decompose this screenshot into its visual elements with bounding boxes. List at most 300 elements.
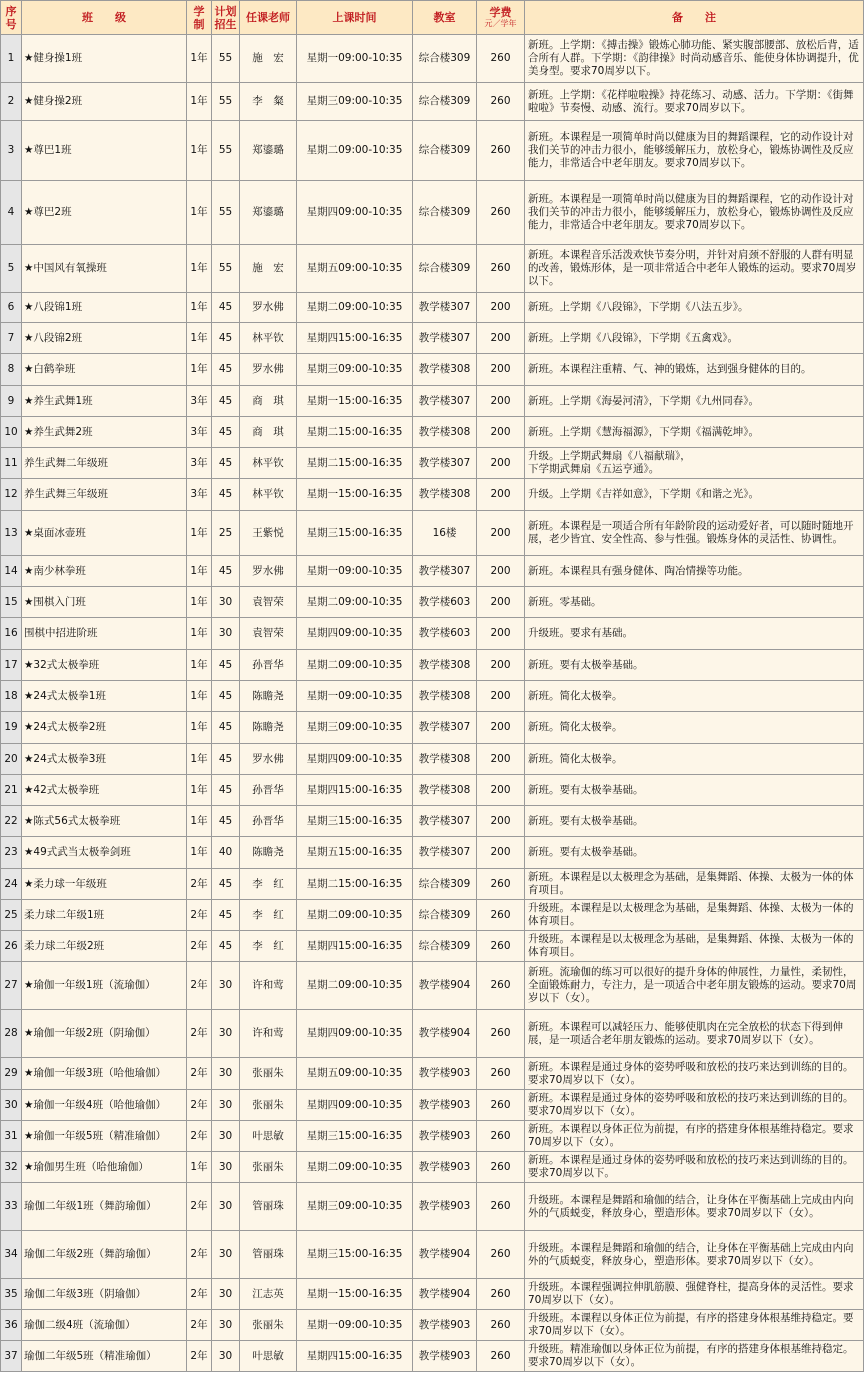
row-number: 34: [1, 1231, 22, 1279]
tuition-fee: 200: [477, 744, 525, 775]
teacher: 孙晋华: [240, 775, 297, 806]
remark: 新班。上学期：《花样啦啦操》持花练习、动感、活力。下学期：《街舞啦啦》节奏慢、动感、流行。要求70周岁以下。: [525, 83, 864, 121]
class-time: 星期四09:00-10:35: [297, 618, 413, 650]
class-name: ★瑜伽一年级1班（流瑜伽）: [22, 962, 187, 1010]
remark: 新班。上学期《慧海福源》，下学期《福满乾坤》。: [525, 417, 864, 448]
class-name: ★瑜伽一年级3班（哈他瑜伽）: [22, 1058, 187, 1090]
row-number: 3: [1, 121, 22, 181]
row-number: 25: [1, 900, 22, 931]
duration: 1年: [187, 618, 212, 650]
remark: 新班。本课程是通过身体的姿势呼吸和放松的技巧来达到训练的目的。要求70周岁以下（女）。: [525, 1058, 864, 1090]
class-time: 星期二15:00-16:35: [297, 869, 413, 900]
table-row: [1, 386, 864, 417]
tuition-fee: 200: [477, 511, 525, 556]
remark: 新班。要有太极拳基础。: [525, 650, 864, 681]
class-time: 星期二09:00-10:35: [297, 1152, 413, 1183]
classroom: 教学楼903: [413, 1183, 477, 1231]
header-fee-unit: 元／学年: [484, 19, 517, 28]
teacher: 江志英: [240, 1279, 297, 1310]
quota: 30: [212, 1058, 240, 1090]
teacher: 张丽朱: [240, 1058, 297, 1090]
row-number: 4: [1, 181, 22, 245]
remark: 升级班。本课程是以太极理念为基础，是集舞蹈、体操、太极为一体的体育项目。: [525, 931, 864, 962]
row-number: 19: [1, 712, 22, 744]
teacher: 许和莺: [240, 962, 297, 1010]
duration: 1年: [187, 837, 212, 869]
table-row: [1, 650, 864, 681]
row-number: 27: [1, 962, 22, 1010]
remark: 新班。本课程音乐活泼欢快节奏分明，并针对肩颈不舒服的人群有明显的改善，锻炼形体，是一项非常适合中老年人锻炼的运动。要求70周岁以下。: [525, 245, 864, 293]
table-row: [1, 837, 864, 869]
teacher: 孙晋华: [240, 650, 297, 681]
class-time: 星期二09:00-10:35: [297, 962, 413, 1010]
class-time: 星期三09:00-10:35: [297, 1183, 413, 1231]
class-name: ★瑜伽男生班（哈他瑜伽）: [22, 1152, 187, 1183]
duration: 1年: [187, 35, 212, 83]
table-row: [1, 417, 864, 448]
tuition-fee: 260: [477, 1121, 525, 1152]
class-time: 星期三15:00-16:35: [297, 806, 413, 837]
classroom: 教学楼903: [413, 1090, 477, 1121]
row-number: 1: [1, 35, 22, 83]
classroom: 教学楼903: [413, 1152, 477, 1183]
quota: 30: [212, 618, 240, 650]
teacher: 李 粲: [240, 83, 297, 121]
row-number: 20: [1, 744, 22, 775]
remark: 升级班。本课程是以太极理念为基础，是集舞蹈、体操、太极为一体的体育项目。: [525, 900, 864, 931]
quota: 55: [212, 245, 240, 293]
remark: 新班。本课程以身体正位为前提，有序的搭建身体根基维持稳定。要求70周岁以下（女）。: [525, 1121, 864, 1152]
table-row: [1, 556, 864, 587]
row-number: 18: [1, 681, 22, 712]
remark: 新班。本课程是通过身体的姿势呼吸和放松的技巧来达到训练的目的。要求70周岁以下（女）。: [525, 1090, 864, 1121]
class-name: ★桌面冰壶班: [22, 511, 187, 556]
duration: 2年: [187, 1231, 212, 1279]
table-row: [1, 1310, 864, 1341]
duration: 1年: [187, 511, 212, 556]
classroom: 教学楼307: [413, 386, 477, 417]
class-name: ★24式太极拳1班: [22, 681, 187, 712]
teacher: 张丽朱: [240, 1310, 297, 1341]
row-number: 16: [1, 618, 22, 650]
class-time: 星期五15:00-16:35: [297, 837, 413, 869]
class-time: 星期四09:00-10:35: [297, 1010, 413, 1058]
tuition-fee: 260: [477, 931, 525, 962]
class-name: ★八段锦2班: [22, 323, 187, 354]
remark: 新班。本课程是以太极理念为基础，是集舞蹈、体操、太极为一体的体育项目。: [525, 869, 864, 900]
classroom: 教学楼307: [413, 323, 477, 354]
class-name: ★42式太极拳班: [22, 775, 187, 806]
table-row: [1, 448, 864, 479]
class-name: ★八段锦1班: [22, 293, 187, 323]
remark: 新班。上学期《海晏河清》，下学期《九州同春》。: [525, 386, 864, 417]
duration: 3年: [187, 417, 212, 448]
tuition-fee: 260: [477, 1310, 525, 1341]
table-row: [1, 869, 864, 900]
class-time: 星期一15:00-16:35: [297, 386, 413, 417]
teacher: 李 红: [240, 869, 297, 900]
quota: 45: [212, 417, 240, 448]
tuition-fee: 260: [477, 1231, 525, 1279]
class-name: ★养生武舞2班: [22, 417, 187, 448]
tuition-fee: 200: [477, 681, 525, 712]
class-name: 瑜伽二年级3班（阴瑜伽）: [22, 1279, 187, 1310]
duration: 3年: [187, 386, 212, 417]
classroom: 教学楼308: [413, 775, 477, 806]
teacher: 罗水佛: [240, 744, 297, 775]
classroom: 教学楼307: [413, 293, 477, 323]
quota: 45: [212, 931, 240, 962]
teacher: 陈瞻尧: [240, 837, 297, 869]
duration: 1年: [187, 556, 212, 587]
remark: 新班。上学期《八段锦》，下学期《五禽戏》。: [525, 323, 864, 354]
tuition-fee: 260: [477, 1058, 525, 1090]
quota: 30: [212, 1183, 240, 1231]
teacher: 商 琪: [240, 417, 297, 448]
row-number: 32: [1, 1152, 22, 1183]
classroom: 教学楼307: [413, 712, 477, 744]
tuition-fee: 200: [477, 417, 525, 448]
quota: 45: [212, 744, 240, 775]
class-time: 星期四15:00-16:35: [297, 1341, 413, 1372]
duration: 1年: [187, 181, 212, 245]
row-number: 36: [1, 1310, 22, 1341]
row-number: 33: [1, 1183, 22, 1231]
teacher: 陈瞻尧: [240, 681, 297, 712]
class-name: 柔力球二年级1班: [22, 900, 187, 931]
class-time: 星期一15:00-16:35: [297, 1279, 413, 1310]
class-time: 星期二15:00-16:35: [297, 448, 413, 479]
classroom: 综合楼309: [413, 931, 477, 962]
row-number: 10: [1, 417, 22, 448]
duration: 1年: [187, 245, 212, 293]
teacher: 管丽珠: [240, 1183, 297, 1231]
teacher: 郑鎏璐: [240, 121, 297, 181]
duration: 1年: [187, 650, 212, 681]
class-time: 星期三09:00-10:35: [297, 712, 413, 744]
class-name: ★瑜伽一年级5班（精准瑜伽）: [22, 1121, 187, 1152]
teacher: 郑鎏璐: [240, 181, 297, 245]
tuition-fee: 260: [477, 1341, 525, 1372]
teacher: 罗水佛: [240, 556, 297, 587]
classroom: 教学楼903: [413, 1121, 477, 1152]
table-row: [1, 587, 864, 618]
row-number: 17: [1, 650, 22, 681]
tuition-fee: 260: [477, 869, 525, 900]
tuition-fee: 260: [477, 962, 525, 1010]
remark: 升级班。本课程以身体正位为前提，有序的搭建身体根基维持稳定。要求70周岁以下（女）。: [525, 1310, 864, 1341]
header-row: [1, 1, 864, 35]
tuition-fee: 260: [477, 1183, 525, 1231]
tuition-fee: 200: [477, 556, 525, 587]
class-time: 星期一15:00-16:35: [297, 479, 413, 511]
remark: 新班。本课程具有强身健体、陶冶情操等功能。: [525, 556, 864, 587]
class-name: 瑜伽二级4班（流瑜伽）: [22, 1310, 187, 1341]
classroom: 综合楼309: [413, 35, 477, 83]
table-row: [1, 83, 864, 121]
class-time: 星期三09:00-10:35: [297, 354, 413, 386]
table-row: [1, 35, 864, 83]
row-number: 21: [1, 775, 22, 806]
quota: 30: [212, 587, 240, 618]
class-time: 星期二09:00-10:35: [297, 293, 413, 323]
teacher: 孙晋华: [240, 806, 297, 837]
table-row: [1, 1231, 864, 1279]
row-number: 29: [1, 1058, 22, 1090]
table-row: [1, 931, 864, 962]
row-number: 6: [1, 293, 22, 323]
table-row: [1, 354, 864, 386]
teacher: 许和莺: [240, 1010, 297, 1058]
header-time: 上课时间: [297, 1, 413, 35]
classroom: 综合楼309: [413, 83, 477, 121]
class-name: ★24式太极拳2班: [22, 712, 187, 744]
quota: 30: [212, 1279, 240, 1310]
class-time: 星期四15:00-16:35: [297, 775, 413, 806]
class-name: ★白鹤拳班: [22, 354, 187, 386]
teacher: 罗水佛: [240, 354, 297, 386]
classroom: 教学楼603: [413, 618, 477, 650]
tuition-fee: 200: [477, 587, 525, 618]
teacher: 张丽朱: [240, 1090, 297, 1121]
tuition-fee: 260: [477, 35, 525, 83]
row-number: 37: [1, 1341, 22, 1372]
class-time: 星期一09:00-10:35: [297, 1310, 413, 1341]
teacher: 商 琪: [240, 386, 297, 417]
remark: 新班。要有太极拳基础。: [525, 775, 864, 806]
table-row: [1, 1279, 864, 1310]
row-number: 26: [1, 931, 22, 962]
class-name: 瑜伽二年级5班（精准瑜伽）: [22, 1341, 187, 1372]
table-body: [1, 35, 864, 1372]
class-time: 星期四09:00-10:35: [297, 744, 413, 775]
quota: 25: [212, 511, 240, 556]
teacher: 叶思敏: [240, 1121, 297, 1152]
quota: 55: [212, 121, 240, 181]
class-time: 星期五09:00-10:35: [297, 245, 413, 293]
remark: 新班。零基础。: [525, 587, 864, 618]
table-row: [1, 618, 864, 650]
tuition-fee: 260: [477, 1090, 525, 1121]
tuition-fee: 200: [477, 293, 525, 323]
remark: 升级班。本课程是舞蹈和瑜伽的结合，让身体在平衡基础上完成由内向外的气质蜕变，释放身心，塑造形体。要求70周岁以下（女）。: [525, 1231, 864, 1279]
quota: 45: [212, 323, 240, 354]
class-name: ★围棋入门班: [22, 587, 187, 618]
row-number: 23: [1, 837, 22, 869]
tuition-fee: 200: [477, 386, 525, 417]
remark: 升级班。本课程强调拉伸肌筋膜、强健脊柱，提高身体的灵活性。要求70周岁以下（女）。: [525, 1279, 864, 1310]
duration: 2年: [187, 962, 212, 1010]
class-name: ★24式太极拳3班: [22, 744, 187, 775]
row-number: 24: [1, 869, 22, 900]
remark: 新班。本课程是一项适合所有年龄阶段的运动爱好者，可以随时随地开展，老少皆宜、安全性高、参与性强。锻炼身体的灵活性、协调性。: [525, 511, 864, 556]
remark: 新班。上学期《八段锦》，下学期《八法五步》。: [525, 293, 864, 323]
class-name: ★中国风有氧操班: [22, 245, 187, 293]
class-time: 星期三15:00-16:35: [297, 1231, 413, 1279]
remark: 新班。简化太极拳。: [525, 712, 864, 744]
remark: 升级。上学期《吉祥如意》，下学期《和谐之光》。: [525, 479, 864, 511]
header-teacher: 任课老师: [240, 1, 297, 35]
table-row: [1, 900, 864, 931]
tuition-fee: 200: [477, 775, 525, 806]
classroom: 教学楼308: [413, 681, 477, 712]
quota: 45: [212, 556, 240, 587]
duration: 1年: [187, 744, 212, 775]
class-name: 瑜伽二年级1班（舞韵瑜伽）: [22, 1183, 187, 1231]
tuition-fee: 200: [477, 448, 525, 479]
quota: 40: [212, 837, 240, 869]
duration: 2年: [187, 1058, 212, 1090]
duration: 1年: [187, 1152, 212, 1183]
header-fee: [477, 1, 525, 35]
tuition-fee: 260: [477, 900, 525, 931]
quota: 45: [212, 806, 240, 837]
class-name: ★健身操1班: [22, 35, 187, 83]
remark: 新班。流瑜伽的练习可以很好的提升身体的伸展性，力量性，柔韧性，全面锻炼耐力，专注力，是一项适合中老年朋友锻炼的运动。要求70周岁以下（女）。: [525, 962, 864, 1010]
tuition-fee: 200: [477, 479, 525, 511]
class-name: ★养生武舞1班: [22, 386, 187, 417]
quota: 30: [212, 1090, 240, 1121]
class-time: 星期二15:00-16:35: [297, 417, 413, 448]
header-quota: 计划招生: [212, 1, 240, 35]
row-number: 35: [1, 1279, 22, 1310]
quota: 30: [212, 1010, 240, 1058]
row-number: 12: [1, 479, 22, 511]
classroom: 教学楼307: [413, 806, 477, 837]
row-number: 31: [1, 1121, 22, 1152]
teacher: 林平钦: [240, 448, 297, 479]
class-name: ★49式武当太极拳剑班: [22, 837, 187, 869]
duration: 1年: [187, 83, 212, 121]
duration: 1年: [187, 354, 212, 386]
remark: 升级班。精准瑜伽以身体正位为前提，有序的搭建身体根基维持稳定。要求70周岁以下（女）。: [525, 1341, 864, 1372]
tuition-fee: 260: [477, 1152, 525, 1183]
duration: 2年: [187, 1279, 212, 1310]
quota: 45: [212, 448, 240, 479]
classroom: 教学楼904: [413, 1279, 477, 1310]
duration: 3年: [187, 448, 212, 479]
table-row: [1, 479, 864, 511]
table-row: [1, 1341, 864, 1372]
class-time: 星期一09:00-10:35: [297, 556, 413, 587]
row-number: 8: [1, 354, 22, 386]
row-number: 13: [1, 511, 22, 556]
tuition-fee: 200: [477, 712, 525, 744]
remark: 升级。上学期武舞扇《八福献瑞》， 下学期武舞扇《五运亨通》。: [525, 448, 864, 479]
quota: 30: [212, 1121, 240, 1152]
classroom: 教学楼603: [413, 587, 477, 618]
table-row: [1, 1183, 864, 1231]
teacher: 陈瞻尧: [240, 712, 297, 744]
class-name: ★尊巴1班: [22, 121, 187, 181]
classroom: 综合楼309: [413, 121, 477, 181]
quota: 45: [212, 354, 240, 386]
quota: 55: [212, 181, 240, 245]
duration: 1年: [187, 775, 212, 806]
quota: 30: [212, 1310, 240, 1341]
class-name: ★32式太极拳班: [22, 650, 187, 681]
quota: 45: [212, 900, 240, 931]
header-remark: 备 注: [525, 1, 864, 35]
quota: 45: [212, 479, 240, 511]
tuition-fee: 260: [477, 181, 525, 245]
remark: 新班。要有太极拳基础。: [525, 837, 864, 869]
class-name: 瑜伽二年级2班（舞韵瑜伽）: [22, 1231, 187, 1279]
classroom: 教学楼307: [413, 448, 477, 479]
remark: 新班。简化太极拳。: [525, 681, 864, 712]
table-row: [1, 1058, 864, 1090]
classroom: 教学楼904: [413, 962, 477, 1010]
class-name: 围棋中招进阶班: [22, 618, 187, 650]
class-name: ★尊巴2班: [22, 181, 187, 245]
teacher: 袁智荣: [240, 587, 297, 618]
row-number: 28: [1, 1010, 22, 1058]
duration: 2年: [187, 869, 212, 900]
header-room: 教室: [413, 1, 477, 35]
tuition-fee: 200: [477, 837, 525, 869]
remark: 新班。本课程注重精、气、神的锻炼，达到强身健体的目的。: [525, 354, 864, 386]
classroom: 综合楼309: [413, 900, 477, 931]
duration: 1年: [187, 121, 212, 181]
class-time: 星期一09:00-10:35: [297, 35, 413, 83]
class-name: ★南少林拳班: [22, 556, 187, 587]
classroom: 综合楼309: [413, 181, 477, 245]
classroom: 教学楼308: [413, 354, 477, 386]
classroom: 教学楼307: [413, 556, 477, 587]
duration: 2年: [187, 900, 212, 931]
duration: 1年: [187, 806, 212, 837]
table-row: [1, 962, 864, 1010]
quota: 45: [212, 681, 240, 712]
teacher: 叶思敏: [240, 1341, 297, 1372]
tuition-fee: 200: [477, 618, 525, 650]
teacher: 张丽朱: [240, 1152, 297, 1183]
duration: 2年: [187, 1010, 212, 1058]
teacher: 李 红: [240, 900, 297, 931]
table-row: [1, 1121, 864, 1152]
duration: 1年: [187, 587, 212, 618]
quota: 45: [212, 650, 240, 681]
tuition-fee: 200: [477, 354, 525, 386]
class-time: 星期五09:00-10:35: [297, 1058, 413, 1090]
row-number: 5: [1, 245, 22, 293]
classroom: 教学楼307: [413, 837, 477, 869]
header-years: 学制: [187, 1, 212, 35]
quota: 55: [212, 83, 240, 121]
table-row: [1, 1010, 864, 1058]
duration: 3年: [187, 479, 212, 511]
duration: 2年: [187, 1183, 212, 1231]
remark: 新班。本课程是一项简单时尚以健康为目的舞蹈课程，它的动作设计对我们关节的冲击力很小，能够缓解压力，放松身心，锻炼协调性及反应能力，非常适合中老年朋友。要求70周岁以下。: [525, 121, 864, 181]
remark: 新班。简化太极拳。: [525, 744, 864, 775]
duration: 1年: [187, 323, 212, 354]
teacher: 李 红: [240, 931, 297, 962]
remark: 升级班。本课程是舞蹈和瑜伽的结合，让身体在平衡基础上完成由内向外的气质蜕变，释放身心，塑造形体。要求70周岁以下（女）。: [525, 1183, 864, 1231]
class-name: 养生武舞二年级班: [22, 448, 187, 479]
quota: 45: [212, 869, 240, 900]
quota: 30: [212, 1152, 240, 1183]
header-class: 班 级: [22, 1, 187, 35]
quota: 55: [212, 35, 240, 83]
classroom: 教学楼308: [413, 650, 477, 681]
table-row: [1, 323, 864, 354]
classroom: 综合楼309: [413, 869, 477, 900]
row-number: 30: [1, 1090, 22, 1121]
classroom: 教学楼308: [413, 479, 477, 511]
tuition-fee: 200: [477, 806, 525, 837]
quota: 45: [212, 386, 240, 417]
classroom: 教学楼903: [413, 1341, 477, 1372]
